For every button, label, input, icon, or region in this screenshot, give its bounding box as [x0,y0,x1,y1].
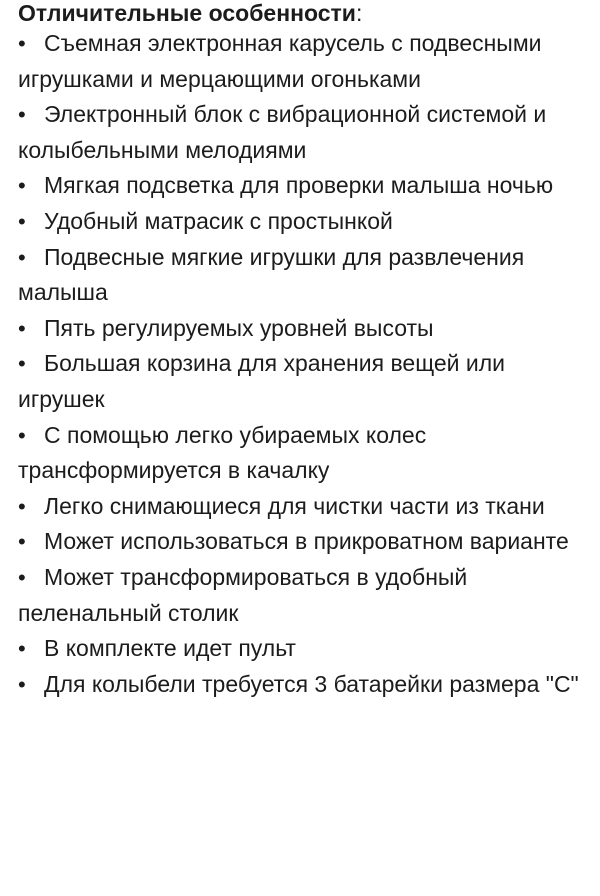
list-item-text: Пять регулируемых уровней высоты [44,314,434,341]
list-item-text: В комплекте идет пульт [44,635,296,662]
list-item [18,524,588,560]
list-item-text: Мягкая подсветка для проверки малыша ночью [44,172,554,199]
list-item [18,204,588,240]
features-heading-colon: : [355,0,363,26]
list-item [18,560,588,631]
bullet-icon: • [18,102,26,128]
list-item-text: Может использоваться в прикроватном варианте [44,528,569,555]
list-item [18,489,588,525]
features-heading [18,0,588,26]
bullet-icon: • [18,564,26,590]
list-item [18,240,588,311]
list-item-text: С помощью легко убираемых колес трансформируется в качалку [18,421,427,484]
list-item-text: Для колыбели требуется 3 батарейки размера "C" [44,670,579,697]
list-item-text: Легко снимающиеся для чистки части из ткани [44,492,545,519]
bullet-icon: • [18,671,26,697]
list-item [18,26,588,97]
list-item [18,97,588,168]
features-heading-title: Отличительные особенности [18,0,356,26]
bullet-icon: • [18,244,26,270]
list-item [18,168,588,204]
list-item-text: Удобный матрасик с простынкой [44,207,393,234]
bullet-icon: • [18,351,26,377]
bullet-icon: • [18,173,26,199]
list-item [18,667,588,703]
bullet-icon: • [18,493,26,519]
bullet-icon: • [18,315,26,341]
list-item [18,631,588,667]
bullet-icon: • [18,636,26,662]
bullet-icon: • [18,208,26,234]
list-item [18,346,588,417]
list-item-text: Подвесные мягкие игрушки для развлечения малыша [18,243,525,306]
list-item [18,311,588,347]
list-item-text: Большая корзина для хранения вещей или игрушек [18,350,506,412]
bullet-icon: • [18,422,26,448]
features-document [18,0,588,702]
features-list [18,26,588,702]
list-item-text: Электронный блок с вибрационной системой и колыбельными мелодиями [18,101,547,163]
bullet-icon: • [18,529,26,555]
list-item-text: Съемная электронная карусель с подвесными игрушками и мерцающими огоньками [18,30,542,92]
bullet-icon: • [18,31,26,56]
list-item [18,418,588,489]
list-item-text: Может трансформироваться в удобный пеленальный столик [18,563,468,626]
